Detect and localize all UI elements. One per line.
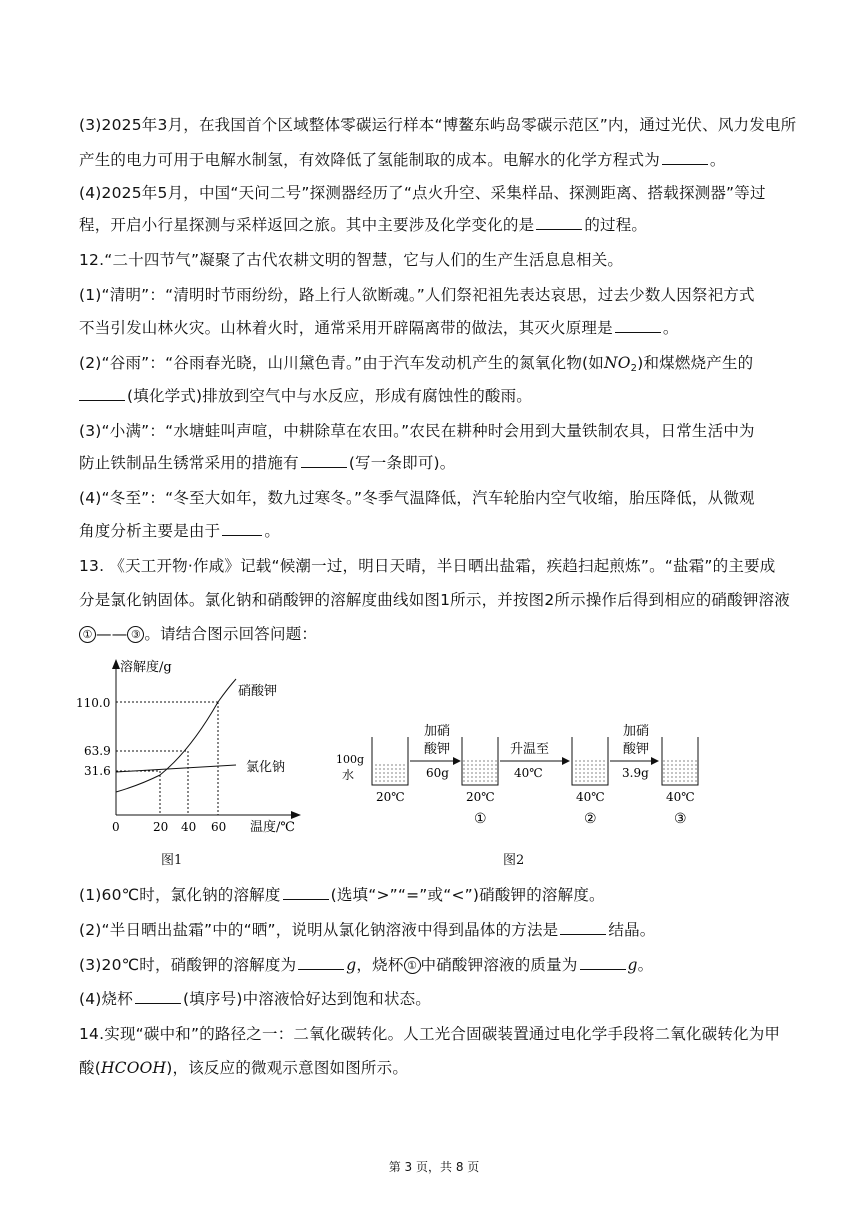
solubility-curve-figure [60,655,310,845]
y-tick-label: 31.6 [84,764,111,778]
nacl-label: 氯化钠 [246,760,286,775]
figure2-caption: 图2 [503,853,525,868]
x-tick-label: 40 [181,820,197,834]
start-label: 100g [336,753,365,766]
beaker-number: ② [584,811,597,827]
step2-label: 40℃ [514,766,543,780]
text-line: 防止铁制品生锈常采用的措施有 (写一条即可)。 [79,454,456,472]
text-line: 角度分析主要是由于 。 [79,522,281,540]
y-tick-label: 110.0 [76,696,111,710]
text-line: (3)20℃时，硝酸钾的溶解度为 g，烧杯 ① 中硝酸钾溶液的质量为 g。 [79,956,654,974]
figure1-caption: 图1 [161,853,183,868]
kno3-label: 硝酸钾 [238,684,278,699]
temp-label: 20℃ [376,790,405,804]
text-line: (4)烧杯 (填序号)中溶液恰好达到饱和状态。 [79,990,431,1008]
text-line: (1)60℃时，氯化钠的溶解度 (选填“>”“=”或“<”)硝酸钾的溶解度。 [79,886,605,904]
answer-blank[interactable] [222,521,262,536]
text-line: (2)“半日晒出盐霜”中的“晒”，说明从氯化钠溶液中得到晶体的方法是 结晶。 [79,921,656,939]
x-tick-label: 60 [211,820,227,834]
answer-blank[interactable] [79,386,125,401]
temp-label: 20℃ [466,790,495,804]
temp-label: 40℃ [576,790,605,804]
question-12-title: 12.“二十四节气”凝聚了古代农耕文明的智慧，它与人们的生产生活息息相关。 [79,251,624,269]
y-tick-label: 63.9 [84,744,111,758]
text-line: (1)“清明”：“清明时节雨纷纷，路上行人欲断魂。”人们祭祀祖先表达哀思，过去少数人因祭祀方式 [79,286,755,304]
answer-blank[interactable] [560,920,606,935]
x-axis-label: 温度/℃ [250,820,295,835]
answer-blank[interactable] [298,955,344,970]
beaker-number: ③ [674,811,687,827]
text-line: (2)“谷雨”：“谷雨春光晓，山川黛色青。”由于汽车发动机产生的氮氧化物(如$NO_2$)和煤燃烧产生的 [79,354,754,374]
step3-label: 3.9g [622,766,649,780]
answer-blank[interactable] [283,885,329,900]
text-line: (填化学式)排放到空气中与水反应，形成有腐蚀性的酸雨。 [79,386,532,406]
answer-blank[interactable] [615,318,661,333]
y-axis-label: 溶解度/g [120,660,172,675]
answer-blank[interactable] [580,955,626,970]
text-line: (4)“冬至”：“冬至大如年，数九过寒冬。”冬季气温降低，汽车轮胎内空气收缩，胎压降低，从微观 [79,489,755,507]
x-tick-label: 0 [112,820,120,834]
text-line: 不当引发山林火灾。山林着火时，通常采用开辟隔离带的做法，其灭火原理是 。 [79,319,679,337]
x-tick-label: 20 [153,820,169,834]
answer-blank[interactable] [662,150,708,165]
text-line: ① —— ③ 。请结合图示回答问题： [79,624,317,644]
answer-blank[interactable] [301,453,347,468]
text-line: (4)2025年5月，中国“天问二号”探测器经历了“点火升空、采集样品、探测距离、搭载探测器”等过 [79,184,766,202]
question-13-title: 13. 《天工开物·作咸》记载“候潮一过，明日天晴，半日晒出盐霜，疾趋扫起煎炼”。“盐霜”的主要成 [79,557,776,575]
text-line: (3)2025年3月，在我国首个区域整体零碳运行样本“博鳌东屿岛零碳示范区”内，通过光伏、风力发电所 [79,116,797,134]
step1-label: 加硝 [424,724,451,739]
temp-label: 40℃ [666,790,695,804]
step1-label: 酸钾 [424,742,451,757]
answer-blank[interactable] [536,215,582,230]
beaker-number: ① [474,811,487,827]
answer-blank[interactable] [135,989,181,1004]
process-figure [330,715,730,835]
start-label: 水 [342,768,355,782]
question-14-title: 14.实现“碳中和”的路径之一：二氧化碳转化。人工光合固碳装置通过电化学手段将二氧化碳转化为甲 [79,1025,781,1043]
step3-label: 加硝 [623,724,650,739]
page-footer: 第 3 页，共 8 页 [388,1160,480,1174]
step3-label: 酸钾 [623,742,650,757]
text-line: 产生的电力可用于电解水制氢，有效降低了氢能制取的成本。电解水的化学方程式为 。 [79,151,726,169]
text-line: 分是氯化钠固体。氯化钠和硝酸钾的溶解度曲线如图1所示，并按图2所示操作后得到相应的硝酸钾溶液 [79,591,790,609]
text-line: 酸(HCOOH)，该反应的微观示意图如图所示。 [79,1059,409,1077]
step2-label: 升温至 [510,742,550,757]
step1-label: 60g [426,766,449,780]
text-line: 程，开启小行星探测与采样返回之旅。其中主要涉及化学变化的是 的过程。 [79,216,648,234]
text-line: (3)“小满”：“水塘蛙叫声喧，中耕除草在农田。”农民在耕种时会用到大量铁制农具，日常生活中为 [79,422,755,440]
